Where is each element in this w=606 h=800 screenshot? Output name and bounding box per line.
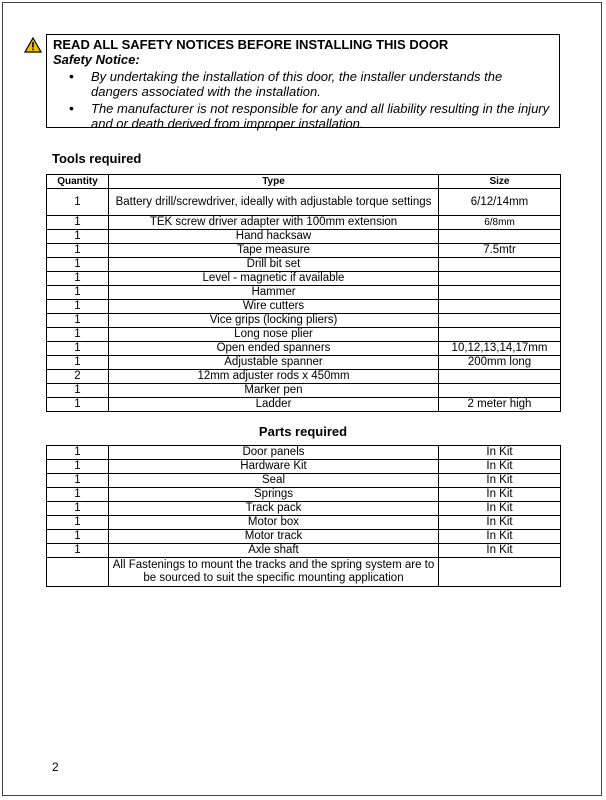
type-cell: Vice grips (locking pliers) [109,314,439,328]
table-row [47,328,561,342]
quantity-cell: 1 [47,544,109,558]
type-cell: Level - magnetic if available [109,272,439,286]
table-header-row [47,175,561,189]
type-cell: Marker pen [109,384,439,398]
status-cell: In Kit [439,530,561,544]
notice-subtitle: Safety Notice: [53,52,140,67]
type-cell: Tape measure [109,244,439,258]
quantity-cell: 2 [47,370,109,384]
quantity-cell: 1 [47,474,109,488]
quantity-cell: 1 [47,488,109,502]
type-cell: Hand hacksaw [109,230,439,244]
table-row [47,516,561,530]
table-row [47,530,561,544]
quantity-cell: 1 [47,342,109,356]
part-cell: Springs [109,488,439,502]
quantity-cell: 1 [47,189,109,216]
table-row [47,314,561,328]
size-cell: 200mm long [439,356,561,370]
quantity-cell: 1 [47,460,109,474]
type-cell: Wire cutters [109,300,439,314]
column-header-quantity: Quantity [47,175,109,189]
quantity-cell: 1 [47,328,109,342]
part-cell: Track pack [109,502,439,516]
part-cell: Motor box [109,516,439,530]
table-row [47,370,561,384]
notice-title: READ ALL SAFETY NOTICES BEFORE INSTALLING THIS DOOR [53,37,449,52]
quantity-cell: 1 [47,356,109,370]
status-cell: In Kit [439,488,561,502]
table-row [47,356,561,370]
type-cell: Open ended spanners [109,342,439,356]
column-header-type: Type [109,175,439,189]
table-row [47,558,561,587]
quantity-cell: 1 [47,230,109,244]
part-cell: Motor track [109,530,439,544]
table-row [47,544,561,558]
table-row [47,474,561,488]
table-row [47,258,561,272]
size-cell [439,286,561,300]
type-cell: Long nose plier [109,328,439,342]
quantity-cell: 1 [47,502,109,516]
size-cell [439,258,561,272]
tools-heading: Tools required [52,151,142,166]
type-cell: TEK screw driver adapter with 100mm extension [109,216,439,230]
part-cell: Axle shaft [109,544,439,558]
safety-notice-box [46,34,560,131]
type-cell: Adjustable spanner [109,356,439,370]
quantity-cell: 1 [47,398,109,412]
table-row [47,286,561,300]
parts-heading: Parts required [258,424,348,439]
table-row [47,342,561,356]
table-row [47,300,561,314]
parts-table [46,445,561,587]
table-row [47,272,561,286]
part-cell: Hardware Kit [109,460,439,474]
part-cell: Door panels [109,446,439,460]
size-cell [439,314,561,328]
notice-bullet: • By undertaking the installation of this door, the installer understands the dangers associated with the installation. [91,69,551,99]
status-cell: In Kit [439,446,561,460]
size-cell [439,328,561,342]
size-cell [439,272,561,286]
column-header-size: Size [439,175,561,189]
part-cell: Seal [109,474,439,488]
status-cell: In Kit [439,502,561,516]
size-cell: 7.5mtr [439,244,561,258]
status-cell: In Kit [439,460,561,474]
quantity-cell: 1 [47,258,109,272]
type-cell: Hammer [109,286,439,300]
table-row [47,384,561,398]
table-row [47,244,561,258]
type-cell: Drill bit set [109,258,439,272]
quantity-cell: 1 [47,530,109,544]
size-cell [439,370,561,384]
table-row [47,230,561,244]
status-cell: In Kit [439,516,561,530]
quantity-cell: 1 [47,286,109,300]
page-number: 2 [52,760,59,774]
quantity-cell: 1 [47,516,109,530]
table-row [47,460,561,474]
table-row [47,216,561,230]
size-cell: 10,12,13,14,17mm [439,342,561,356]
size-cell: 6/8mm [439,216,561,230]
quantity-cell: 1 [47,216,109,230]
quantity-cell [47,558,109,587]
quantity-cell: 1 [47,244,109,258]
status-cell: In Kit [439,474,561,488]
size-cell [439,384,561,398]
size-cell: 2 meter high [439,398,561,412]
type-cell: Ladder [109,398,439,412]
quantity-cell: 1 [47,314,109,328]
quantity-cell: 1 [47,300,109,314]
quantity-cell: 1 [47,446,109,460]
part-cell: All Fastenings to mount the tracks and the spring system are to be sourced to suit the specific mounting application [109,558,439,587]
quantity-cell: 1 [47,384,109,398]
type-cell: Battery drill/screwdriver, ideally with adjustable torque settings [109,189,439,216]
warning-icon [24,37,42,53]
size-cell [439,230,561,244]
type-cell: 12mm adjuster rods x 450mm [109,370,439,384]
quantity-cell: 1 [47,272,109,286]
size-cell [439,300,561,314]
table-row [47,502,561,516]
table-row [47,189,561,216]
table-row [47,398,561,412]
status-cell [439,558,561,587]
size-cell: 6/12/14mm [439,189,561,216]
table-row [47,446,561,460]
status-cell: In Kit [439,544,561,558]
table-row [47,488,561,502]
notice-bullet: • The manufacturer is not responsible for any and all liability resulting in the injury and or death derived from improper installation. [91,101,551,131]
tools-table [46,174,561,412]
